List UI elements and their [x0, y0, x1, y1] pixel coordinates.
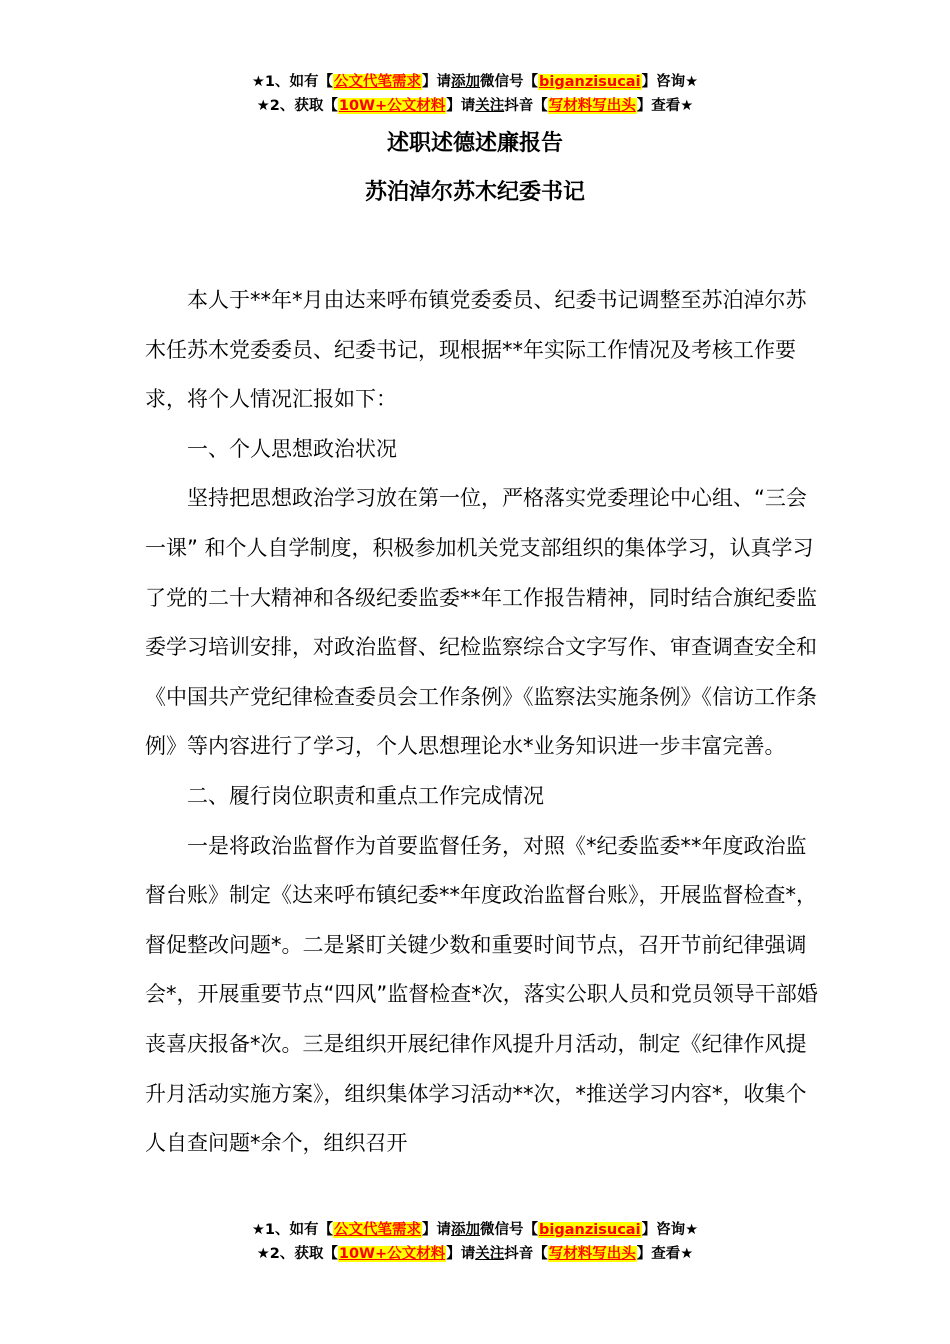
ad-highlight-wechat: biganzisucai	[539, 1222, 641, 1238]
ad-text: 】咨询★	[641, 74, 699, 90]
ad-underlined: 添加	[451, 1222, 481, 1238]
ad-text: 】请	[446, 1246, 476, 1262]
document-subtitle: 苏泊淖尔苏木纪委书记	[364, 180, 585, 205]
ad-highlight-wechat: biganzisucai	[539, 74, 641, 90]
ad-highlight: 10W+公文材料	[338, 1246, 446, 1262]
ad-text: 】查看★	[636, 1246, 694, 1262]
ad-text: 抖音【	[504, 1246, 548, 1262]
ad-highlight: 公文代笔需求	[334, 1222, 422, 1238]
ad-text: 】查看★	[636, 98, 694, 114]
section-heading: 一、个人思想政治状况	[187, 436, 397, 461]
footer-ad-line-1	[0, 1220, 950, 1240]
ad-highlight-douyin: 写材料写出头	[548, 98, 636, 114]
ad-text: 】请	[446, 98, 476, 114]
body-paragraph: 一是将政治监督作为首要监督任务，对照《*纪委监委**年度政治监督台账》制定《达来呼布镇纪委**年度政治监督台账》，开展监督检查*，督促整改问题*。二是紧盯关键少数和重要时间节点，召开节前纪律强调会*，开展重要节点“四风”监督检查*次，落实公职人员和党员领导干部婚丧喜庆报备*次。三是组织开展纪律作风提升月活动，制定《纪律作风提升月活动实施方案》，组织集体学习活动**次，*推送学习内容*，收集个人自查问题*余个，组织召开	[145, 833, 818, 1156]
ad-highlight-douyin: 写材料写出头	[548, 1246, 636, 1262]
ad-text: ★2、获取【	[256, 1246, 338, 1262]
ad-text: 抖音【	[504, 98, 548, 114]
ad-text: 】请	[422, 74, 452, 90]
section-heading: 二、履行岗位职责和重点工作完成情况	[187, 783, 544, 808]
ad-highlight: 公文代笔需求	[334, 74, 422, 90]
ad-text: 】咨询★	[641, 1222, 699, 1238]
document-body	[145, 276, 825, 1169]
ad-text: 微信号【	[480, 1222, 539, 1238]
ad-highlight: 10W+公文材料	[338, 98, 446, 114]
header-ad-line-2	[0, 96, 950, 116]
ad-text: 微信号【	[480, 74, 539, 90]
ad-text: ★2、获取【	[256, 98, 338, 114]
footer-ad-line-2	[0, 1244, 950, 1264]
ad-text: ★1、如有【	[251, 1222, 334, 1238]
ad-underlined: 添加	[451, 74, 481, 90]
body-paragraph: 本人于**年*月由达来呼布镇党委委员、纪委书记调整至苏泊淖尔苏木任苏木党委委员、纪委书记，现根据**年实际工作情况及考核工作要求，将个人情况汇报如下：	[145, 288, 807, 412]
document-title: 述职述德述廉报告	[386, 131, 563, 156]
body-paragraph: 坚持把思想政治学习放在第一位，严格落实党委理论中心组、“三会一课” 和个人自学制度，积极参加机关党支部组织的集体学习，认真学习了党的二十大精神和各级纪委监委**年工作报告精神，同时结合旗纪委监委学习培训安排，对政治监督、纪检监察综合文字写作、审查调查安全和《中国共产党纪律检查委员会工作条例》《监察法实施条例》《信访工作条例》等内容进行了学习，个人思想理论水*业务知识进一步丰富完善。	[145, 486, 817, 759]
header-ad-line-1	[0, 72, 950, 92]
ad-text: ★1、如有【	[251, 74, 334, 90]
ad-underlined: 关注	[475, 1246, 505, 1262]
ad-underlined: 关注	[475, 98, 505, 114]
ad-text: 】请	[422, 1222, 452, 1238]
